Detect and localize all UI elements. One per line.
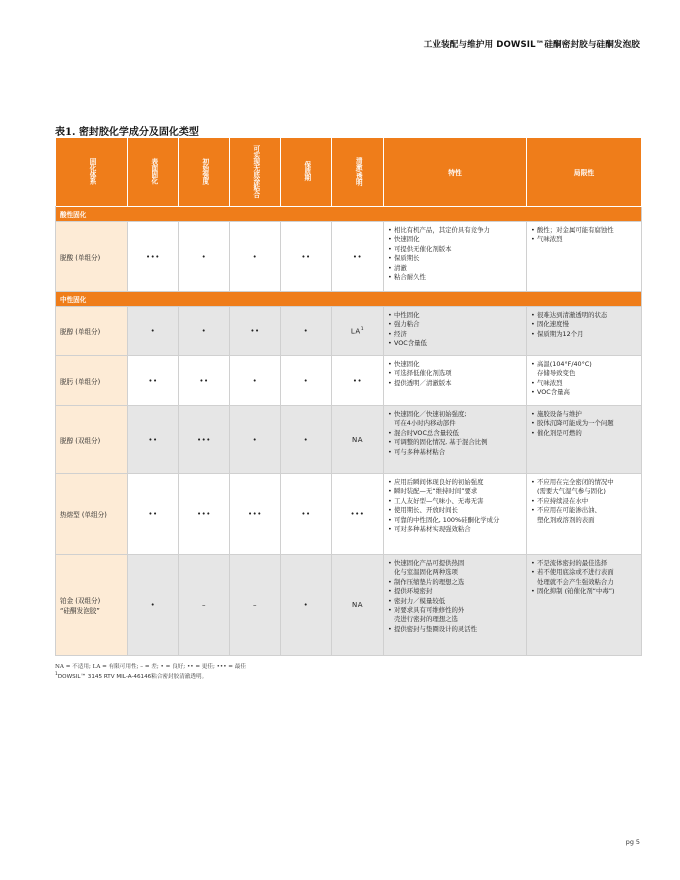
list-item: • 粘合耐久性 xyxy=(388,273,523,282)
list-item: • 对要求具有可维修性的外 壳进行密封的理想之选 xyxy=(388,606,523,625)
list-item: • 快速固化 xyxy=(388,235,523,244)
cure-system-name: 脱肟 (单组分) xyxy=(56,356,128,406)
rating-cell xyxy=(230,474,281,555)
rating-value: •• xyxy=(301,510,311,518)
rating-cell xyxy=(230,406,281,474)
list-item: • 保质期长 xyxy=(388,254,523,263)
list-item: • 酸性；对金属可能有腐蚀性 xyxy=(531,226,638,235)
list-item: • 不是流体密封的最佳选择 xyxy=(531,559,638,568)
features-cell xyxy=(384,222,527,292)
rating-cell xyxy=(230,356,281,406)
column-header-primerless-adhesion: 可实现无底涂粘合 xyxy=(230,138,281,207)
rating-value: •• xyxy=(250,327,260,335)
list-item: • 不应用在可能渗出油、 塑化剂或溶剂的表面 xyxy=(531,506,638,525)
section-label: 酸性固化 xyxy=(56,207,642,222)
list-item: • 可选择低催化剂选项 xyxy=(388,369,523,378)
list-item: • 快速固化产品可提供热固 化与室温固化两种选项 xyxy=(388,559,523,578)
rating-value: • xyxy=(252,435,258,444)
table-row xyxy=(56,356,642,406)
list-item: • 气味浓烈 xyxy=(531,235,638,244)
features-list xyxy=(388,559,523,634)
rating-value: ••• xyxy=(197,510,211,518)
rating-cell xyxy=(128,222,179,292)
rating-value: • xyxy=(201,252,207,261)
rating-cell xyxy=(281,406,332,474)
column-header-clear: 清澈/透明 xyxy=(332,138,384,207)
list-item: • 不应持续浸在水中 xyxy=(531,497,638,506)
rating-value: NA xyxy=(351,601,364,609)
limitations-cell xyxy=(527,222,642,292)
rating-cell xyxy=(179,406,230,474)
list-item: • 很难达到清澈透明的状态 xyxy=(531,311,638,320)
cure-system-name: 脱醇 (单组分) xyxy=(56,307,128,356)
rating-cell xyxy=(332,356,384,406)
list-item: • 瞬时装配—无“维持时间”要求 xyxy=(388,487,523,496)
rating-value: NA xyxy=(351,435,364,444)
footnote-ref: 1 xyxy=(360,326,365,332)
column-header-initial-strength: 初始强度 xyxy=(179,138,230,207)
list-item: • 提供透明／清澈版本 xyxy=(388,379,523,388)
rating-cell xyxy=(332,307,384,356)
table-title: 表1. 密封胶化学成分及固化类型 xyxy=(55,127,199,138)
rating-value: • xyxy=(150,601,156,609)
rating-value: • xyxy=(303,327,309,335)
list-item: • 混合时VOC总含量较低 xyxy=(388,429,523,438)
rating-cell xyxy=(332,555,384,656)
features-cell xyxy=(384,406,527,474)
list-item: • 提供密封与垫圈设计的灵活性 xyxy=(388,625,523,634)
rating-value: •• xyxy=(352,376,363,385)
rating-value: •• xyxy=(148,510,158,518)
limitations-list xyxy=(531,360,638,398)
list-item: • 胶体沉降可能成为一个问题 xyxy=(531,419,638,428)
list-item: • 高温(104°F/40°C) 存储导致变色 xyxy=(531,360,638,379)
rating-value: • xyxy=(303,435,309,444)
limitations-list xyxy=(531,311,638,339)
rating-value: ••• xyxy=(350,510,365,518)
section-row xyxy=(56,207,642,222)
table-row xyxy=(56,474,642,555)
rating-cell xyxy=(179,474,230,555)
cure-system-name: 热熔型 (单组分) xyxy=(56,474,128,555)
sealant-chemistry-table xyxy=(55,138,642,656)
rating-value: • xyxy=(303,601,309,609)
rating-cell xyxy=(179,555,230,656)
cure-system-name: 脱醇 (双组分) xyxy=(56,406,128,474)
cure-system-name: 铂金 (双组分) “硅酮发泡胶” xyxy=(56,555,128,656)
limitations-cell xyxy=(527,474,642,555)
section-label: 中性固化 xyxy=(56,292,642,307)
column-header-shelf-life: 保质期 xyxy=(281,138,332,207)
rating-value: ••• xyxy=(197,435,211,444)
column-header-surface-cure: 表面固化 xyxy=(128,138,179,207)
table-row xyxy=(56,406,642,474)
rating-value: ••• xyxy=(248,510,262,518)
document-header-title: 工业装配与维护用 DOWSIL™硅酮密封胶与硅酮发泡胶 xyxy=(423,40,640,50)
rating-value: • xyxy=(303,376,309,385)
rating-value: •• xyxy=(148,376,158,385)
list-item: • 中性固化 xyxy=(388,311,523,320)
list-item: • 施胶设备与维护 xyxy=(531,410,638,419)
rating-cell xyxy=(332,474,384,555)
table-row xyxy=(56,555,642,656)
column-header-limitations: 局限性 xyxy=(527,138,642,207)
table-row xyxy=(56,307,642,356)
rating-cell xyxy=(179,307,230,356)
rating-cell xyxy=(128,474,179,555)
footnote-legend: NA = 不适用; LA = 有限可用性; – = 差; • = 良好; •• = 更佳; ••• = 最佳 xyxy=(55,664,246,670)
limitations-list xyxy=(531,410,638,438)
list-item: • 催化剂是可燃的 xyxy=(531,429,638,438)
table-row xyxy=(56,222,642,292)
rating-value: •• xyxy=(199,376,209,385)
features-list xyxy=(388,410,523,457)
list-item: • 使用期长、开放时间长 xyxy=(388,506,523,515)
list-item: • 可对多种基材实现强效粘合 xyxy=(388,525,523,534)
footnote-note-1: $^1$DOWSIL™ 3145 RTV MIL-A-46146粘合密封胶清澈透明。 xyxy=(55,672,208,680)
list-item: • 保质期为12个月 xyxy=(531,330,638,339)
limitations-list xyxy=(531,226,638,245)
table-body xyxy=(56,207,642,656)
rating-cell xyxy=(179,222,230,292)
list-item: • 密封力／模量较低 xyxy=(388,597,523,606)
rating-cell xyxy=(230,307,281,356)
rating-cell xyxy=(230,222,281,292)
rating-cell xyxy=(128,406,179,474)
rating-value: • xyxy=(252,376,258,385)
rating-value: – xyxy=(253,601,257,609)
list-item: • 可靠的中性固化, 100%硅酮化学成分 xyxy=(388,516,523,525)
table-header-row xyxy=(56,138,642,207)
list-item: • VOC含量高 xyxy=(531,388,638,397)
list-item: • 若不使用底涂或不进行表面 处理就不会产生强效粘合力 xyxy=(531,568,638,587)
rating-value: • xyxy=(150,327,156,335)
list-item: • 提供环境密封 xyxy=(388,587,523,596)
list-item: • 经济 xyxy=(388,330,523,339)
list-item: • 固化抑制 (铂催化剂“中毒”) xyxy=(531,587,638,596)
rating-cell xyxy=(179,356,230,406)
rating-value: •• xyxy=(352,252,363,261)
column-header-features: 特性 xyxy=(384,138,527,207)
list-item: • 固化速度慢 xyxy=(531,320,638,329)
features-cell xyxy=(384,555,527,656)
list-item: • 强力粘合 xyxy=(388,320,523,329)
features-cell xyxy=(384,356,527,406)
rating-value: – xyxy=(202,601,206,609)
rating-cell xyxy=(128,307,179,356)
rating-cell xyxy=(332,222,384,292)
limitations-cell xyxy=(527,356,642,406)
limitations-cell xyxy=(527,555,642,656)
list-item: • 不应用在完全密闭的情况中 (需要大气湿气参与固化) xyxy=(531,478,638,497)
rating-cell xyxy=(281,555,332,656)
list-item: • 快速固化／快速初始强度; 可在4小时内移动部件 xyxy=(388,410,523,429)
list-item: • 工人友好型—气味小、无毒无害 xyxy=(388,497,523,506)
list-item: • 快速固化 xyxy=(388,360,523,369)
features-cell xyxy=(384,474,527,555)
features-list xyxy=(388,226,523,282)
rating-value: • xyxy=(201,327,207,335)
rating-cell xyxy=(332,406,384,474)
rating-value: ••• xyxy=(146,252,160,261)
rating-cell xyxy=(281,474,332,555)
rating-value: •• xyxy=(148,435,158,444)
rating-cell xyxy=(128,356,179,406)
footnote-note-1-text: DOWSIL™ 3145 RTV MIL-A-46146粘合密封胶清澈透明。 xyxy=(57,674,208,680)
list-item: • VOC含量低 xyxy=(388,339,523,348)
list-item: • 可与多种基材粘合 xyxy=(388,448,523,457)
page-number: pg 5 xyxy=(625,838,640,846)
list-item: • 可提供无催化剂版本 xyxy=(388,245,523,254)
rating-note: LA xyxy=(350,327,361,336)
features-cell xyxy=(384,307,527,356)
list-item: • 应用后瞬间体现良好的初始强度 xyxy=(388,478,523,487)
list-item: • 制作压缩垫片的理想之选 xyxy=(388,578,523,587)
list-item: • 清澈 xyxy=(388,264,523,273)
rating-cell xyxy=(281,356,332,406)
rating-cell xyxy=(128,555,179,656)
features-list xyxy=(388,478,523,534)
list-item: • 气味浓烈 xyxy=(531,379,638,388)
list-item: • 可调整的固化情况, 基于混合比例 xyxy=(388,438,523,447)
features-list xyxy=(388,311,523,349)
limitations-cell xyxy=(527,406,642,474)
rating-value: •• xyxy=(301,252,311,261)
cure-system-name: 脱酸 (单组分) xyxy=(56,222,128,292)
limitations-list xyxy=(531,478,638,525)
features-list xyxy=(388,360,523,388)
limitations-cell xyxy=(527,307,642,356)
rating-cell xyxy=(281,307,332,356)
rating-value: • xyxy=(252,252,258,261)
section-row xyxy=(56,292,642,307)
list-item: • 相比有机产品，其定价具有竞争力 xyxy=(388,226,523,235)
limitations-list xyxy=(531,559,638,597)
column-header-cure-system: 固化体系 xyxy=(56,138,128,207)
rating-cell xyxy=(230,555,281,656)
rating-cell xyxy=(281,222,332,292)
